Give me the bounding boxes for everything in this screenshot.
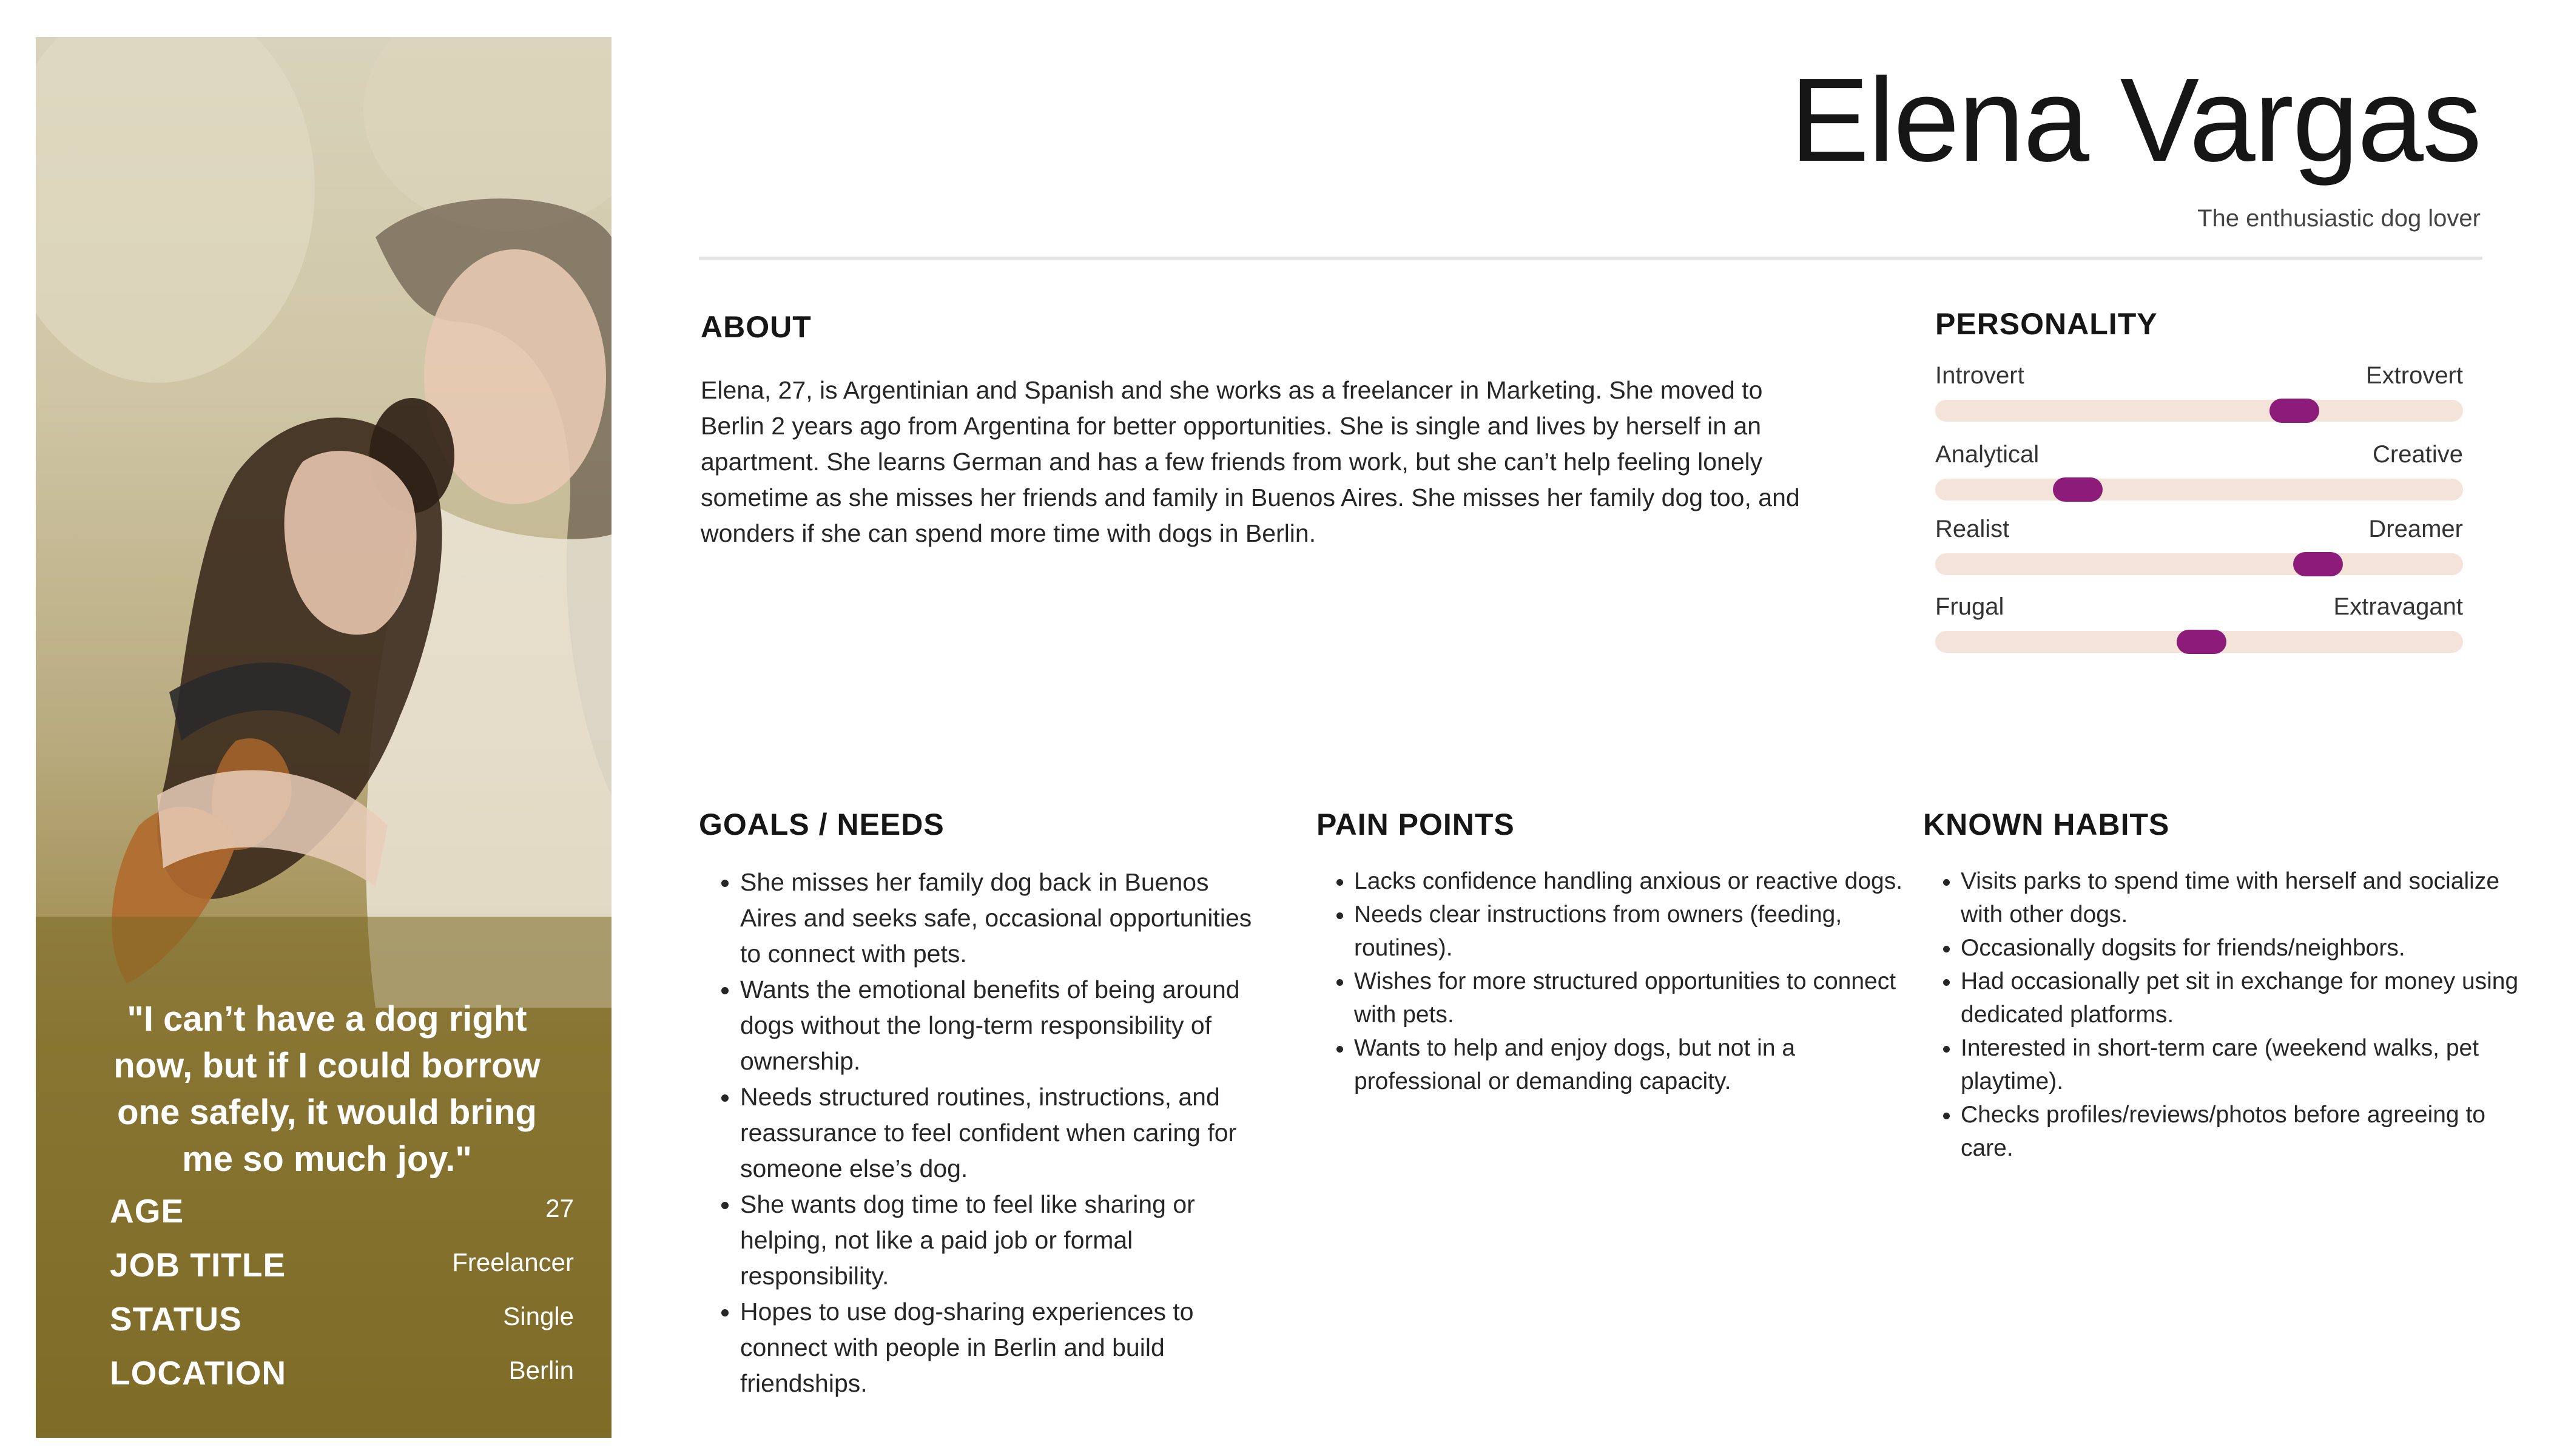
- personality-title: PERSONALITY: [1935, 307, 2158, 341]
- fact-label: JOB TITLE: [110, 1246, 286, 1284]
- fact-status: [110, 1299, 574, 1348]
- trait-slider-frugal-extravagant: [1935, 593, 2463, 648]
- trait-right-label: Extrovert: [2365, 362, 2463, 389]
- goals-list: [703, 864, 1268, 1401]
- trait-track: [1935, 553, 2463, 575]
- list-item: • She misses her family dog back in Buenos Aires and seeks safe, occasional opportunities to connect with pets.: [740, 864, 1268, 972]
- list-item: • Lacks confidence handling anxious or reactive dogs.: [1354, 864, 1918, 898]
- goals-title: GOALS / NEEDS: [699, 807, 945, 841]
- pain-points-list: [1316, 864, 1918, 1098]
- fact-value: 27: [545, 1194, 574, 1222]
- fact-label: STATUS: [110, 1300, 242, 1338]
- trait-track: [1935, 479, 2463, 500]
- trait-right-label: Creative: [2373, 441, 2463, 468]
- trait-knob: [2053, 477, 2103, 502]
- trait-track: [1935, 400, 2463, 422]
- trait-knob: [2177, 630, 2226, 654]
- fact-job-title: [110, 1245, 574, 1294]
- profile-photo-panel: [36, 37, 612, 1438]
- list-item: • Hopes to use dog-sharing experiences to connect with people in Berlin and build friendships.: [740, 1294, 1268, 1401]
- pain-points-title: PAIN POINTS: [1316, 807, 1515, 841]
- list-item: • Wants the emotional benefits of being around dogs without the long-term responsibility of ownership.: [740, 972, 1268, 1079]
- trait-slider-realist-dreamer: [1935, 516, 2463, 570]
- fact-location: [110, 1353, 574, 1402]
- fact-value: Berlin: [508, 1356, 574, 1384]
- persona-quote: "I can’t have a dog right now, but if I could borrow one safely, it would bring me so much joy.": [113, 999, 541, 1179]
- trait-track: [1935, 631, 2463, 653]
- fact-label: LOCATION: [110, 1354, 287, 1392]
- trait-left-label: Analytical: [1935, 441, 2040, 468]
- list-item: • Checks profiles/reviews/photos before agreeing to care.: [1961, 1098, 2519, 1165]
- known-habits-title: KNOWN HABITS: [1923, 807, 2170, 841]
- about-title: ABOUT: [701, 310, 812, 344]
- list-item: • Visits parks to spend time with herself and socialize with other dogs.: [1961, 864, 2519, 931]
- list-item: • Interested in short-term care (weekend walks, pet playtime).: [1961, 1031, 2519, 1098]
- list-item: • Had occasionally pet sit in exchange for money using dedicated platforms.: [1961, 965, 2519, 1031]
- list-item: • She wants dog time to feel like sharing or helping, not like a paid job or formal responsibility.: [740, 1187, 1268, 1294]
- fact-value: Single: [503, 1302, 574, 1330]
- trait-slider-introvert-extrovert: [1935, 362, 2463, 417]
- trait-right-label: Extravagant: [2333, 593, 2463, 620]
- list-item: • Occasionally dogsits for friends/neighbors.: [1961, 931, 2519, 965]
- trait-right-label: Dreamer: [2368, 516, 2463, 542]
- list-item: • Wants to help and enjoy dogs, but not in a professional or demanding capacity.: [1354, 1031, 1918, 1098]
- fact-value: Freelancer: [452, 1248, 574, 1276]
- list-item: • Needs structured routines, instructions, and reassurance to feel confident when caring for someone else’s dog.: [740, 1079, 1268, 1187]
- known-habits-list: [1923, 864, 2519, 1165]
- persona-name: Elena Vargas: [1790, 53, 2481, 186]
- header-divider: [699, 257, 2482, 260]
- trait-slider-analytical-creative: [1935, 441, 2463, 496]
- fact-label: AGE: [110, 1192, 184, 1230]
- trait-left-label: Frugal: [1935, 593, 2004, 620]
- trait-left-label: Realist: [1935, 516, 2010, 542]
- trait-left-label: Introvert: [1935, 362, 2024, 389]
- fact-age: [110, 1191, 574, 1240]
- list-item: • Wishes for more structured opportunities to connect with pets.: [1354, 965, 1918, 1031]
- about-text: Elena, 27, is Argentinian and Spanish and she works as a freelancer in Marketing. She moved to Berlin 2 years ago from Argentina for better opportunities. She is single and lives by herself in an apartment. She learns German and has a few friends from work, but she can’t help feeling lonely sometime as she misses her friends and family in Buenos Aires. She misses her family dog too, and wonders if she can spend more time with dogs in Berlin.: [701, 376, 1800, 547]
- list-item: • Needs clear instructions from owners (feeding, routines).: [1354, 898, 1918, 965]
- persona-tagline: The enthusiastic dog lover: [2197, 205, 2481, 232]
- trait-knob: [2293, 552, 2343, 576]
- trait-knob: [2269, 399, 2319, 423]
